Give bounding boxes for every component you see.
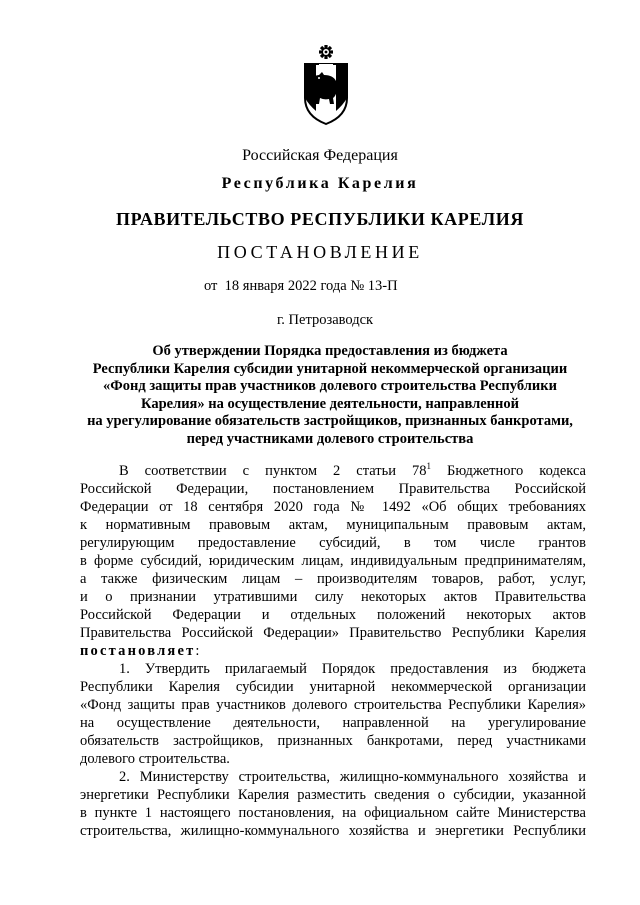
document-type: ПОСТАНОВЛЕНИЕ [217, 242, 423, 262]
resolves-word: постановляет [80, 643, 196, 659]
resolves-line [80, 642, 586, 660]
preamble-text: В соответствии с пунктом 2 статьи 78 [119, 463, 427, 479]
item-1-line: Республики Карелия субсидии унитарной некоммерческой организации [80, 679, 586, 695]
preamble-line: Российской Федерации и отдельных положений некоторых актов [80, 607, 586, 623]
republic-name: Республика Карелия [221, 175, 419, 192]
preamble-line: Российской Федерации, постановлением Правительства Российской [80, 481, 586, 497]
title-line: Республики Карелия субсидии унитарной некоммерческой организации [92, 360, 568, 377]
title-line: Об утверждении Порядка предоставления из бюджета [152, 343, 508, 359]
item-2-line: энергетики Республики Карелия разместить сведения о субсидии, указанной [80, 787, 586, 803]
date-number: от 18 января 2022 года № 13-П [204, 278, 398, 294]
karelia-coat-of-arms-icon [300, 44, 352, 126]
item-1-line: на осуществление деятельности, направленной на урегулирование [80, 715, 586, 731]
preamble-line: Правительства Российской Федерации» Правительство Республики Карелия [80, 625, 586, 641]
preamble-line: и о признании утратившими силу некоторых актов Правительства [80, 589, 586, 605]
preamble-line: Федерации от 18 сентября 2020 года № 1492 «Об общих требованиях [80, 499, 586, 515]
article-superscript: 1 [426, 461, 432, 471]
title-line: Карелия» на осуществление деятельности, направленной [141, 395, 519, 412]
preamble-line: а также физическим лицам – производителям товаров, работ, услуг, [80, 571, 586, 587]
title-line: перед участниками долевого строительства [186, 430, 474, 447]
item-1-line: долевого строительства. [80, 751, 230, 767]
preamble-line: к нормативным правовым актам, муниципальным правовым актам, [80, 517, 586, 533]
preamble-line: в форме субсидий, юридическим лицам, индивидуальным предпринимателям, [80, 553, 586, 569]
item-2-line: 2. Министерству строительства, жилищно-коммунального хозяйства и [119, 769, 586, 785]
preamble-text: Бюджетного кодекса [431, 463, 586, 479]
item-1-line: «Фонд защиты прав участников долевого строительства Республики Карелия» [80, 697, 586, 713]
country-name: Российская Федерация [242, 147, 398, 164]
document-body [80, 462, 586, 840]
document-title [73, 343, 587, 449]
title-line: на урегулирование обязательств застройщиков, признанных банкротами, [87, 413, 573, 430]
government-heading: ПРАВИТЕЛЬСТВО РЕСПУБЛИКИ КАРЕЛИЯ [116, 209, 524, 229]
item-1-line: обязательств застройщиков, признанных банкротами, перед участниками [80, 733, 586, 749]
resolves-colon: : [195, 643, 200, 659]
title-line: «Фонд защиты прав участников долевого строительства Республики [103, 378, 557, 395]
preamble-line: регулирующим предоставление субсидий, в том числе грантов [80, 535, 586, 551]
city: г. Петрозаводск [277, 312, 374, 328]
preamble-first-line [80, 462, 586, 480]
item-1-line: 1. Утвердить прилагаемый Порядок предоставления из бюджета [119, 661, 586, 677]
item-2-line: в пункте 1 настоящего постановления, на официальном сайте Министерства [80, 805, 586, 821]
item-2-line: строительства, жилищно-коммунального хозяйства и энергетики Республики [80, 823, 586, 839]
